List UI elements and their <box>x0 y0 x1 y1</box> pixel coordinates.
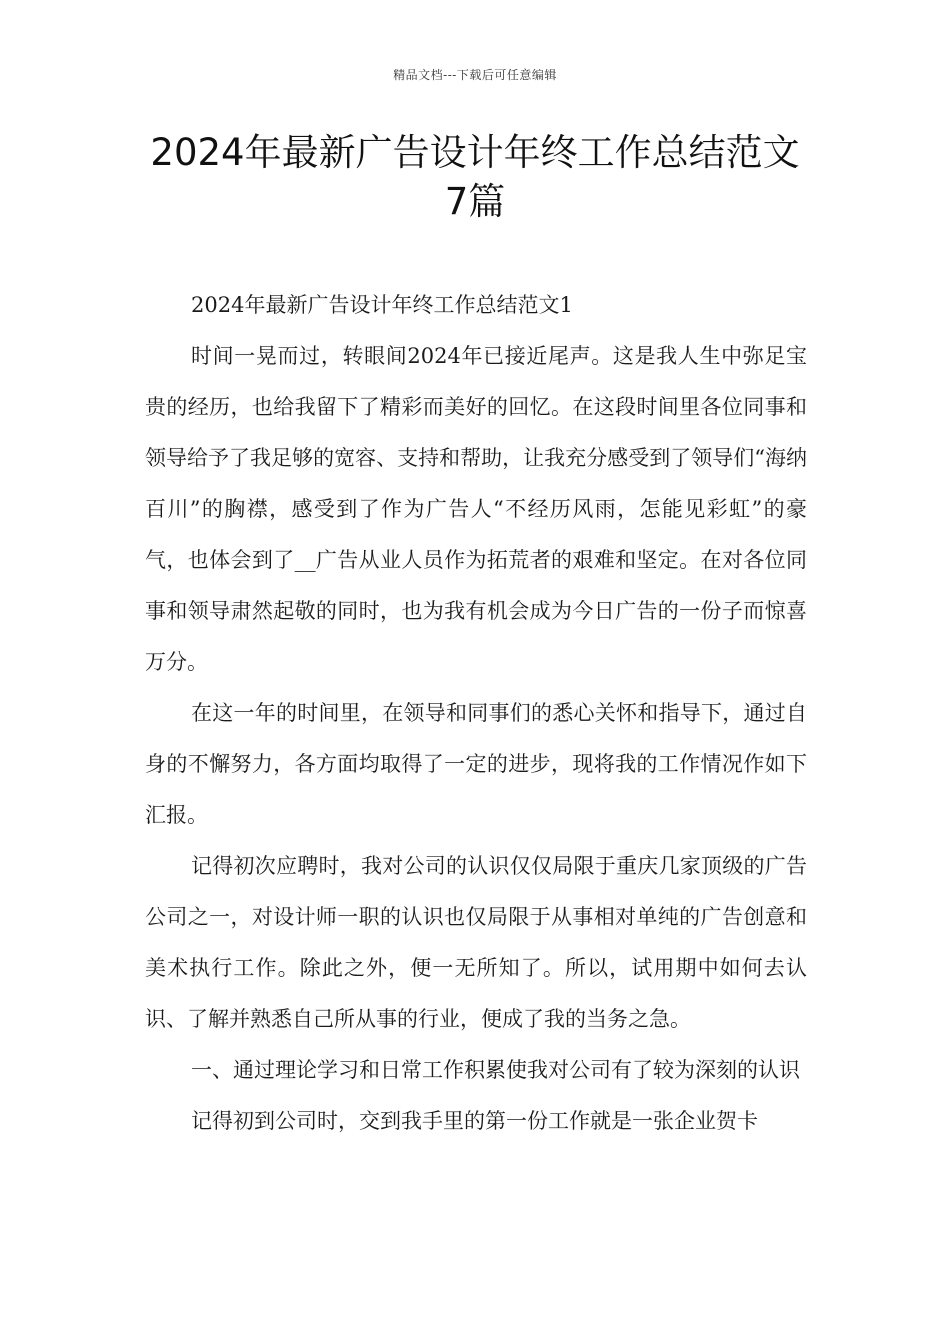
title-line-1: 2024年最新广告设计年终工作总结范文 <box>150 131 800 174</box>
paragraph: 在这一年的时间里，在领导和同事们的悉心关怀和指导下，通过自身的不懈努力，各方面均取得了一定的进步，现将我的工作情况作如下汇报。 <box>145 701 807 827</box>
paragraph: 记得初到公司时，交到我手里的第一份工作就是一张企业贺卡 <box>191 1109 758 1133</box>
document-body <box>145 280 807 1147</box>
paragraph: 时间一晃而过，转眼间2024年已接近尾声。这是我人生中弥足宝贵的经历，也给我留下了精彩而美好的回忆。在这段时间里各位同事和领导给予了我足够的宽容、支持和帮助，让我充分感受到了领导们“海纳百川”的胸襟，感受到了作为广告人“不经历风雨，怎能见彩虹”的豪气，也体会到了__广告从业人员作为拓荒者的艰难和坚定。在对各位同事和领导肃然起敬的同时，也为我有机会成为今日广告的一份子而惊喜万分。 <box>145 344 807 674</box>
paragraph: 记得初次应聘时，我对公司的认识仅仅局限于重庆几家顶级的广告公司之一，对设计师一职的认识也仅局限于从事相对单纯的广告创意和美术执行工作。除此之外，便一无所知了。所以，试用期中如何去认识、了解并熟悉自己所从事的行业，便成了我的当务之急。 <box>145 854 807 1031</box>
title-line-2: 7篇 <box>444 180 506 223</box>
document-title <box>120 128 830 226</box>
section-subheading: 一、通过理论学习和日常工作积累使我对公司有了较为深刻的认识 <box>191 1058 800 1082</box>
header-note: 精品文档---下载后可任意编辑 <box>393 68 557 82</box>
section-heading: 2024年最新广告设计年终工作总结范文1 <box>191 293 573 317</box>
